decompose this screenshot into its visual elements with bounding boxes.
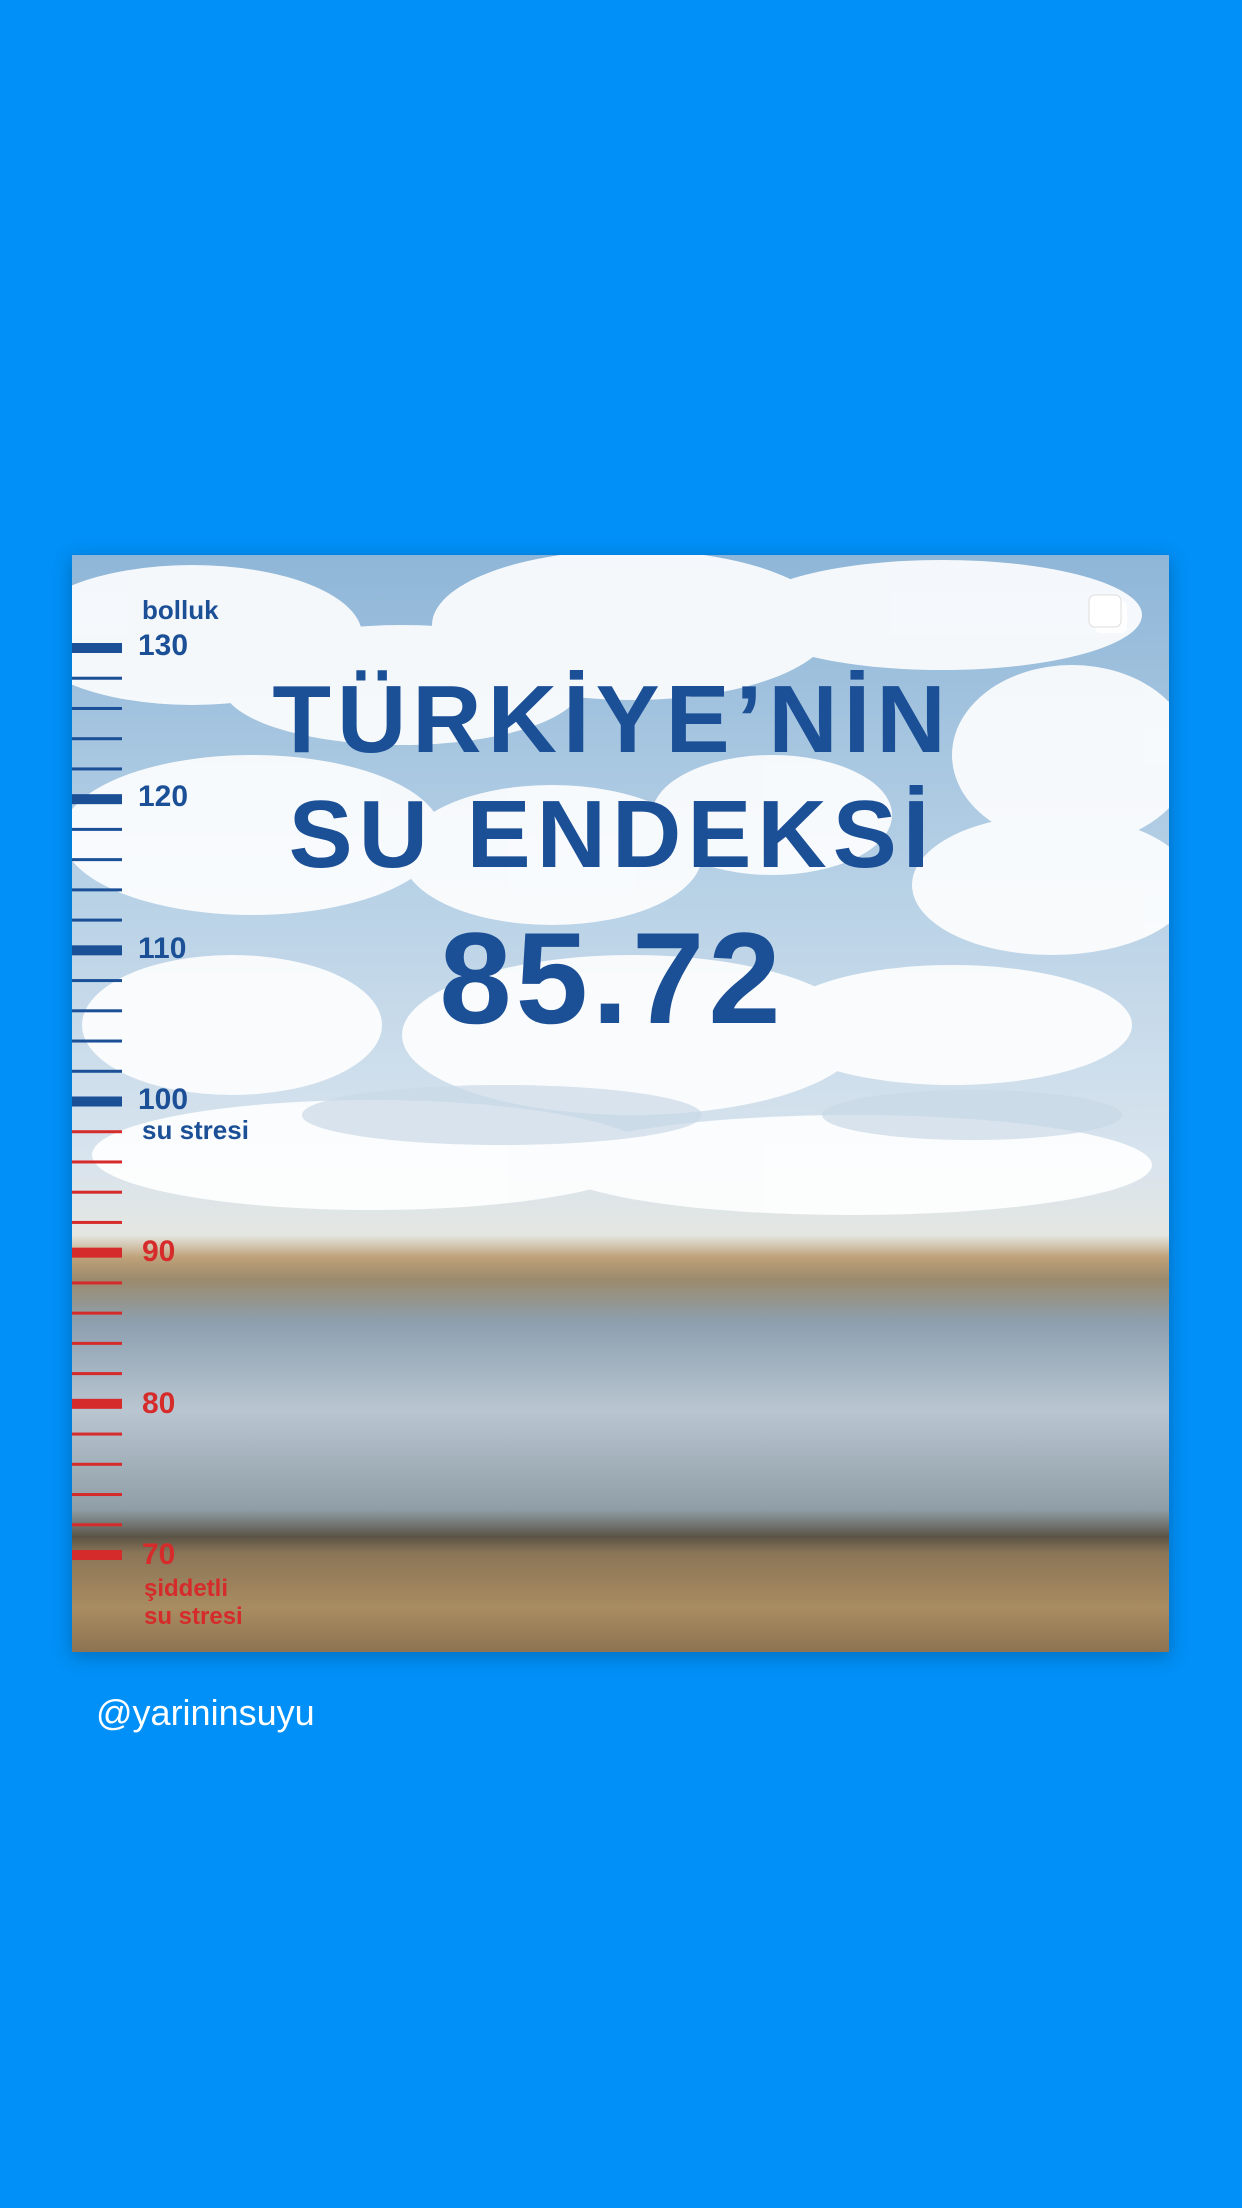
gauge-tick-mark-72 (72, 1523, 122, 1526)
gauge-label-siddetli: şiddetli (144, 1575, 229, 1602)
gauge-label-siddetli-su-stresi: su stresi (144, 1603, 243, 1630)
gauge-tick-mark-106 (72, 1009, 122, 1012)
gauge-tick-mark-114 (72, 888, 122, 891)
gauge-tick-mark-70 (72, 1550, 122, 1560)
gauge-tick-mark-126 (72, 707, 122, 710)
gauge-label-bolluk: bolluk (142, 595, 219, 625)
gauge-tick-mark-90 (72, 1248, 122, 1258)
gauge-tick-mark-88 (72, 1281, 122, 1284)
gauge-tick-90: 90 (142, 1235, 176, 1268)
title-line-1: TÜRKİYE’NİN (272, 666, 952, 773)
gauge-tick-120: 120 (138, 780, 189, 813)
gauge-tick-mark-84 (72, 1342, 122, 1345)
gauge-tick-mark-100 (72, 1097, 122, 1107)
post-image[interactable] (72, 555, 1169, 1652)
gauge-tick-mark-92 (72, 1221, 122, 1224)
gauge-tick-mark-86 (72, 1312, 122, 1315)
gauge-tick-80: 80 (142, 1387, 176, 1420)
gauge-tick-mark-116 (72, 858, 122, 861)
title-line-2: SU ENDEKSİ (288, 781, 936, 888)
water-level-gauge (72, 555, 372, 1652)
multiple-images-icon (1085, 591, 1133, 639)
account-handle[interactable]: @yarininsuyu (96, 1692, 315, 1733)
gauge-tick-mark-110 (72, 945, 122, 955)
gauge-tick-70: 70 (142, 1538, 176, 1571)
gauge-tick-mark-94 (72, 1191, 122, 1194)
gauge-tick-mark-118 (72, 828, 122, 831)
gauge-tick-110: 110 (138, 932, 187, 965)
gauge-tick-mark-80 (72, 1399, 122, 1409)
gauge-tick-mark-124 (72, 737, 122, 740)
gauge-tick-mark-74 (72, 1493, 122, 1496)
gauge-tick-mark-120 (72, 794, 122, 804)
gauge-tick-mark-122 (72, 767, 122, 770)
gauge-tick-100: 100 (138, 1083, 189, 1116)
gauge-tick-mark-108 (72, 979, 122, 982)
gauge-tick-130: 130 (138, 629, 189, 662)
gauge-tick-mark-98 (72, 1130, 122, 1133)
gauge-tick-mark-104 (72, 1040, 122, 1043)
gauge-tick-mark-96 (72, 1160, 122, 1163)
gauge-tick-mark-112 (72, 919, 122, 922)
gauge-tick-mark-82 (72, 1372, 122, 1375)
gauge-tick-mark-76 (72, 1463, 122, 1466)
gauge-tick-mark-130 (72, 643, 122, 653)
gauge-tick-mark-128 (72, 677, 122, 680)
gauge-label-su-stresi: su stresi (142, 1115, 249, 1145)
gauge-tick-mark-102 (72, 1070, 122, 1073)
gauge-tick-mark-78 (72, 1433, 122, 1436)
index-value: 85.72 (439, 905, 785, 1051)
